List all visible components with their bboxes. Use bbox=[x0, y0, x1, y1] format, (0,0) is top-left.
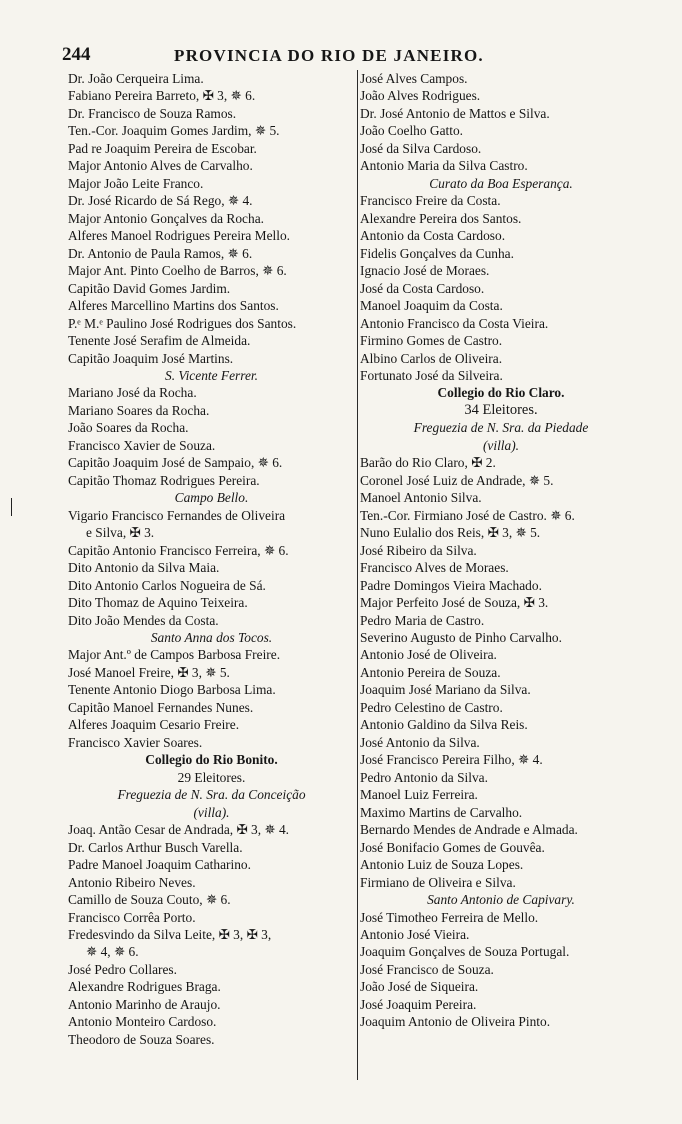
right-column bbox=[360, 70, 642, 1031]
list-entry: Capitão Joaquim José Martins. bbox=[68, 350, 234, 366]
section-heading: 34 Eleitores. bbox=[464, 401, 538, 418]
list-entry: Ten.-Cor. Joaquim Gomes Jardim, ✵ 5. bbox=[68, 123, 280, 139]
list-entry: José Antonio da Silva. bbox=[360, 734, 480, 750]
list-entry: Dito Thomaz de Aquino Teixeira. bbox=[68, 595, 248, 611]
list-entry: Theodoro de Souza Soares. bbox=[68, 1031, 215, 1047]
section-heading: Campo Bello. bbox=[174, 490, 249, 506]
list-entry: José Francisco de Souza. bbox=[360, 961, 494, 977]
list-entry: João José de Siqueira. bbox=[360, 979, 479, 995]
list-entry: Ignacio José de Moraes. bbox=[360, 263, 490, 279]
list-entry: P.ᵉ M.ᵉ Paulino José Rodrigues dos Santos. bbox=[68, 315, 297, 331]
list-entry: José Timotheo Ferreira de Mello. bbox=[360, 909, 539, 925]
list-entry: Antonio Maria da Silva Castro. bbox=[360, 158, 528, 174]
list-entry: Joaquim Antonio de Oliveira Pinto. bbox=[360, 1014, 551, 1030]
list-entry: João Coelho Gatto. bbox=[360, 123, 464, 139]
section-heading: (villa). bbox=[193, 804, 230, 820]
list-entry: Joaquim Gonçalves de Souza Portugal. bbox=[360, 944, 570, 960]
list-entry: Capitão David Gomes Jardim. bbox=[68, 280, 231, 296]
section-heading: Santo Antonio de Capivary. bbox=[427, 892, 575, 908]
list-entry: Severino Augusto de Pinho Carvalho. bbox=[360, 630, 562, 645]
list-entry: Firmino Gomes de Castro. bbox=[360, 333, 503, 349]
column-divider bbox=[357, 70, 358, 1080]
list-entry: Francisco Xavier Soares. bbox=[68, 734, 203, 750]
list-entry: Dr. Francisco de Souza Ramos. bbox=[68, 105, 237, 121]
list-entry: Antonio José Vieira. bbox=[360, 926, 470, 942]
list-entry: Manoel Joaquim da Costa. bbox=[360, 298, 503, 314]
list-entry: Major Antonio Gonçalves da Rocha. bbox=[68, 210, 264, 226]
list-entry: Alexandre Pereira dos Santos. bbox=[360, 210, 522, 226]
list-entry: Joaquim José Mariano da Silva. bbox=[360, 682, 531, 698]
list-entry: Nuno Eulalio dos Reis, ✠ 3, ✵ 5. bbox=[360, 525, 541, 541]
list-entry: ✵ 4, ✵ 6. bbox=[86, 944, 139, 960]
list-entry: Capitão Joaquim José de Sampaio, ✵ 6. bbox=[68, 455, 283, 471]
left-column bbox=[68, 70, 355, 1048]
list-entry: Fabiano Pereira Barreto, ✠ 3, ✵ 6. bbox=[68, 88, 256, 104]
list-entry: João Soares da Rocha. bbox=[68, 420, 189, 436]
list-entry: Francisco Freire da Costa. bbox=[360, 193, 501, 209]
list-entry: Pedro Celestino de Castro. bbox=[360, 699, 503, 715]
list-entry: Dr. João Cerqueira Lima. bbox=[68, 71, 204, 86]
list-entry: José Ribeiro da Silva. bbox=[360, 542, 477, 558]
list-entry: Pad re Joaquim Pereira de Escobar. bbox=[68, 140, 257, 156]
margin-mark bbox=[11, 498, 12, 516]
list-entry: José Bonifacio Gomes de Gouvêa. bbox=[360, 839, 545, 855]
section-heading: Curato da Boa Esperança. bbox=[429, 175, 573, 191]
list-entry: Dito Antonio da Silva Maia. bbox=[68, 560, 220, 576]
list-entry: Francisco Corrêa Porto. bbox=[68, 909, 196, 925]
list-entry: Vigario Francisco Fernandes de Oliveira bbox=[68, 507, 286, 523]
list-entry: José Manoel Freire, ✠ 3, ✵ 5. bbox=[68, 664, 230, 680]
section-heading: (villa). bbox=[482, 437, 520, 453]
list-entry: Tenente Antonio Diogo Barbosa Lima. bbox=[68, 682, 276, 698]
list-entry: Alferes Joaquim Cesario Freire. bbox=[68, 717, 240, 733]
list-entry: Camillo de Souza Couto, ✵ 6. bbox=[68, 892, 231, 908]
list-entry: Antonio Pereira de Souza. bbox=[360, 664, 501, 680]
list-entry: Barão do Rio Claro, ✠ 2. bbox=[360, 455, 496, 471]
list-entry: Antonio José de Oliveira. bbox=[360, 647, 497, 663]
section-heading: Collegio do Rio Bonito. bbox=[145, 752, 278, 768]
section-heading: 29 Eleitores. bbox=[177, 769, 246, 785]
list-entry: Fidelis Gonçalves da Cunha. bbox=[360, 245, 514, 261]
list-entry: Major Perfeito José de Souza, ✠ 3. bbox=[360, 595, 549, 611]
list-entry: Pedro Antonio da Silva. bbox=[360, 769, 488, 785]
list-entry: Mariano José da Rocha. bbox=[68, 385, 197, 401]
list-entry: Dito Antonio Carlos Nogueira de Sá. bbox=[68, 577, 266, 593]
list-entry: Firmiano de Oliveira e Silva. bbox=[360, 874, 516, 890]
list-entry: Dr. Antonio de Paula Ramos, ✵ 6. bbox=[68, 245, 253, 261]
list-entry: Dito João Mendes da Costa. bbox=[68, 612, 219, 628]
list-entry: Alferes Marcellino Martins dos Santos. bbox=[68, 298, 279, 314]
list-entry: José Francisco Pereira Filho, ✵ 4. bbox=[360, 752, 543, 768]
list-entry: e Silva, ✠ 3. bbox=[86, 525, 155, 541]
list-entry: Antonio Marinho de Araujo. bbox=[68, 996, 221, 1012]
list-entry: João Alves Rodrigues. bbox=[360, 88, 481, 104]
list-entry: Major Ant. Pinto Coelho de Barros, ✵ 6. bbox=[68, 263, 287, 279]
list-entry: José Alves Campos. bbox=[360, 71, 468, 86]
list-entry: Antonio Luiz de Souza Lopes. bbox=[360, 857, 524, 873]
list-entry: Fortunato José da Silveira. bbox=[360, 367, 503, 383]
page-header bbox=[62, 44, 552, 68]
list-entry: Joaq. Antão Cesar de Andrada, ✠ 3, ✵ 4. bbox=[68, 822, 290, 838]
list-entry: Antonio Ribeiro Neves. bbox=[68, 874, 196, 890]
page-number: 244 bbox=[62, 44, 91, 65]
list-entry: Antonio Francisco da Costa Vieira. bbox=[360, 315, 549, 331]
list-entry: Albino Carlos de Oliveira. bbox=[360, 350, 503, 366]
list-entry: Antonio Galdino da Silva Reis. bbox=[360, 717, 528, 733]
list-entry: José Pedro Collares. bbox=[68, 961, 177, 977]
page-title: PROVINCIA DO RIO DE JANEIRO. bbox=[174, 46, 484, 65]
list-entry: José Joaquim Pereira. bbox=[360, 996, 477, 1012]
list-entry: Pedro Maria de Castro. bbox=[360, 612, 485, 628]
list-entry: José da Costa Cardoso. bbox=[360, 280, 485, 296]
list-entry: Major Ant.º de Campos Barbosa Freire. bbox=[68, 647, 281, 663]
section-heading: Freguezia de N. Sra. da Conceição bbox=[117, 787, 306, 803]
list-entry: Capitão Thomaz Rodrigues Pereira. bbox=[68, 472, 260, 488]
section-heading: Freguezia de N. Sra. da Piedade bbox=[413, 420, 589, 436]
list-entry: Coronel José Luiz de Andrade, ✵ 5. bbox=[360, 472, 554, 488]
list-entry: Francisco Xavier de Souza. bbox=[68, 437, 216, 453]
list-entry: Capitão Manoel Fernandes Nunes. bbox=[68, 699, 254, 715]
list-entry: Manoel Antonio Silva. bbox=[360, 490, 482, 506]
list-entry: Bernardo Mendes de Andrade e Almada. bbox=[360, 822, 578, 838]
list-entry: Antonio da Costa Cardoso. bbox=[360, 228, 506, 244]
list-entry: Major Antonio Alves de Carvalho. bbox=[68, 158, 253, 174]
list-entry: Manoel Luiz Ferreira. bbox=[360, 787, 478, 803]
list-entry: Padre Manoel Joaquim Catharino. bbox=[68, 857, 251, 873]
section-heading: Collegio do Rio Claro. bbox=[437, 385, 565, 401]
list-entry: Alferes Manoel Rodrigues Pereira Mello. bbox=[68, 228, 290, 244]
list-entry: Capitão Antonio Francisco Ferreira, ✵ 6. bbox=[68, 542, 289, 558]
list-entry: Antonio Monteiro Cardoso. bbox=[68, 1014, 217, 1030]
list-entry: José da Silva Cardoso. bbox=[360, 140, 482, 156]
list-entry: Dr. José Antonio de Mattos e Silva. bbox=[360, 105, 550, 121]
list-entry: Mariano Soares da Rocha. bbox=[68, 402, 210, 418]
list-entry: Alexandre Rodrigues Braga. bbox=[68, 979, 221, 995]
list-entry: Fredesvindo da Silva Leite, ✠ 3, ✠ 3, bbox=[68, 926, 272, 942]
list-entry: Tenente José Serafim de Almeida. bbox=[68, 333, 251, 349]
list-entry: Maximo Martins de Carvalho. bbox=[360, 804, 523, 820]
section-heading: S. Vicente Ferrer. bbox=[165, 367, 258, 383]
list-entry: Ten.-Cor. Firmiano José de Castro. ✵ 6. bbox=[360, 507, 575, 523]
list-entry: Dr. Carlos Arthur Busch Varella. bbox=[68, 839, 243, 855]
list-entry: Major João Leite Franco. bbox=[68, 175, 204, 191]
list-entry: Dr. José Ricardo de Sá Rego, ✵ 4. bbox=[68, 193, 253, 209]
list-entry: Padre Domingos Vieira Machado. bbox=[360, 577, 542, 593]
list-entry: Francisco Alves de Moraes. bbox=[360, 560, 509, 576]
section-heading: Santo Anna dos Tocos. bbox=[150, 630, 273, 645]
